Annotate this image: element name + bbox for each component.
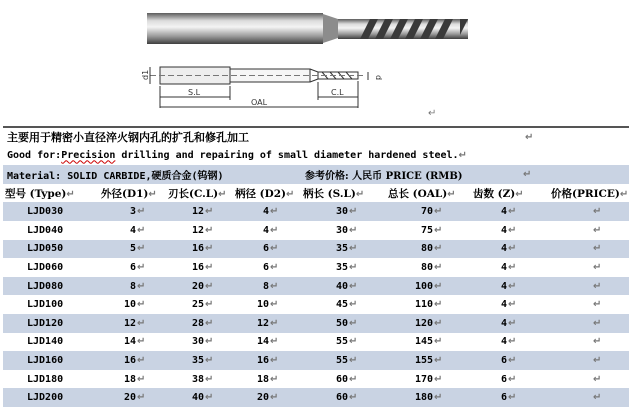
cell-mark: ↵ bbox=[205, 392, 214, 404]
column-header-label: 总长 (OAL) bbox=[388, 187, 448, 200]
price-cell-mark: ↵ bbox=[593, 373, 602, 385]
label-sl: S.L bbox=[188, 88, 201, 97]
product-illustration bbox=[0, 0, 631, 125]
table-cell-type: LJD100 bbox=[27, 299, 64, 311]
table-cell-sl: 35 bbox=[335, 261, 348, 273]
table-cell-d1: 12 bbox=[123, 317, 136, 329]
table-cell-type: LJD080 bbox=[27, 280, 64, 292]
table-cell-type: LJD060 bbox=[27, 261, 64, 273]
table-cell-d1: 3 bbox=[129, 206, 136, 218]
table-cell-d1: 4 bbox=[129, 224, 136, 236]
table-cell-sl: 35 bbox=[335, 243, 348, 255]
table-cell-d2: 14 bbox=[256, 336, 269, 348]
cell-mark: ↵ bbox=[270, 317, 279, 329]
cell-mark: ↵ bbox=[205, 317, 214, 329]
cell-mark: ↵ bbox=[434, 206, 443, 218]
table-cell-d2: 20 bbox=[256, 392, 269, 404]
cell-mark: ↵ bbox=[349, 373, 358, 385]
good-for-mark: ↵ bbox=[458, 150, 467, 162]
table-cell-d1: 14 bbox=[123, 336, 136, 348]
table-cell-sl: 60 bbox=[335, 373, 348, 385]
table-row bbox=[3, 351, 629, 370]
cell-mark: ↵ bbox=[270, 299, 279, 311]
table-cell-z: 4 bbox=[500, 243, 507, 255]
column-header bbox=[303, 186, 364, 201]
cell-mark: ↵ bbox=[434, 373, 443, 385]
cell-mark: ↵ bbox=[137, 243, 146, 255]
table-cell-cl: 12 bbox=[191, 224, 204, 236]
column-header-mark: ↵ bbox=[355, 188, 365, 200]
cell-mark: ↵ bbox=[270, 354, 279, 366]
cell-mark: ↵ bbox=[349, 317, 358, 329]
table-cell-cl: 16 bbox=[191, 261, 204, 273]
cell-mark: ↵ bbox=[508, 317, 517, 329]
column-header-label: 外径(D1) bbox=[101, 187, 149, 200]
good-for-prefix: Good for: bbox=[7, 150, 62, 162]
cell-mark: ↵ bbox=[349, 299, 358, 311]
cell-mark: ↵ bbox=[137, 206, 146, 218]
table-cell-z: 6 bbox=[500, 392, 507, 404]
table-cell-z: 4 bbox=[500, 224, 507, 236]
table-cell-d2: 10 bbox=[256, 299, 269, 311]
cell-mark: ↵ bbox=[270, 206, 279, 218]
table-row bbox=[3, 277, 629, 296]
cell-mark: ↵ bbox=[508, 280, 517, 292]
good-for-text bbox=[7, 150, 467, 161]
end-mill-photo bbox=[147, 13, 468, 44]
table-row bbox=[3, 295, 629, 314]
column-header-mark: ↵ bbox=[286, 188, 295, 200]
cell-mark: ↵ bbox=[508, 336, 517, 348]
column-header-mark: ↵ bbox=[66, 188, 75, 200]
table-cell-oal: 100 bbox=[414, 280, 433, 292]
table-cell-sl: 55 bbox=[335, 336, 348, 348]
column-header-mark: ↵ bbox=[515, 188, 524, 200]
cell-mark: ↵ bbox=[508, 373, 517, 385]
cell-mark: ↵ bbox=[508, 206, 517, 218]
heading-text: 主要用于精密小直径淬火钢内孔的扩孔和修孔加工 bbox=[7, 131, 249, 145]
data-rows bbox=[3, 202, 629, 407]
price-reference: 参考价格: 人民币 PRICE (RMB) bbox=[305, 170, 463, 182]
cell-mark: ↵ bbox=[270, 261, 279, 273]
table-cell-cl: 40 bbox=[191, 392, 204, 404]
table-cell-oal: 170 bbox=[414, 373, 433, 385]
cell-mark: ↵ bbox=[205, 206, 214, 218]
table-cell-sl: 55 bbox=[335, 354, 348, 366]
price-cell-mark: ↵ bbox=[593, 354, 602, 366]
table-cell-sl: 60 bbox=[335, 392, 348, 404]
table-cell-oal: 110 bbox=[414, 299, 433, 311]
table-row bbox=[3, 221, 629, 240]
table-row bbox=[3, 314, 629, 333]
table-cell-type: LJD050 bbox=[27, 243, 64, 255]
table-cell-z: 4 bbox=[500, 261, 507, 273]
cell-mark: ↵ bbox=[508, 243, 517, 255]
cell-mark: ↵ bbox=[137, 280, 146, 292]
cell-mark: ↵ bbox=[205, 373, 214, 385]
material-text: Material: SOLID CARBIDE,硬质合金(钨钢) bbox=[7, 170, 224, 182]
cell-mark: ↵ bbox=[205, 354, 214, 366]
table-cell-type: LJD160 bbox=[27, 354, 64, 366]
good-for-rest: drilling and repairing of small diameter hardened steel. bbox=[115, 150, 459, 162]
price-cell-mark: ↵ bbox=[593, 206, 602, 218]
cell-mark: ↵ bbox=[137, 392, 146, 404]
table-cell-d1: 6 bbox=[129, 261, 136, 273]
column-header bbox=[235, 186, 294, 201]
column-header-label: 型号 (Type) bbox=[5, 187, 67, 200]
cell-mark: ↵ bbox=[434, 354, 443, 366]
table-cell-sl: 40 bbox=[335, 280, 348, 292]
cell-mark: ↵ bbox=[137, 317, 146, 329]
column-header-row bbox=[3, 184, 629, 203]
price-cell-mark: ↵ bbox=[593, 261, 602, 273]
table-row bbox=[3, 258, 629, 277]
cell-mark: ↵ bbox=[508, 299, 517, 311]
column-header-mark: ↵ bbox=[447, 188, 456, 200]
heading-mark: ↵ bbox=[525, 131, 534, 143]
table-cell-cl: 20 bbox=[191, 280, 204, 292]
table-cell-z: 4 bbox=[500, 336, 507, 348]
cell-mark: ↵ bbox=[205, 280, 214, 292]
cell-mark: ↵ bbox=[434, 261, 443, 273]
table-cell-type: LJD030 bbox=[27, 206, 64, 218]
table-cell-d2: 18 bbox=[256, 373, 269, 385]
table-cell-cl: 16 bbox=[191, 243, 204, 255]
table-cell-z: 4 bbox=[500, 280, 507, 292]
cell-mark: ↵ bbox=[434, 317, 443, 329]
spec-sheet bbox=[3, 126, 629, 407]
good-for-underlined: Precision bbox=[61, 150, 116, 162]
table-row bbox=[3, 333, 629, 352]
table-cell-cl: 25 bbox=[191, 299, 204, 311]
cell-mark: ↵ bbox=[270, 243, 279, 255]
table-cell-d2: 12 bbox=[256, 317, 269, 329]
heading-row bbox=[3, 128, 629, 147]
price-cell-mark: ↵ bbox=[593, 299, 602, 311]
column-header bbox=[5, 186, 75, 201]
table-cell-d2: 4 bbox=[262, 206, 269, 218]
cell-mark: ↵ bbox=[349, 336, 358, 348]
cell-mark: ↵ bbox=[434, 224, 443, 236]
cell-mark: ↵ bbox=[349, 354, 358, 366]
cell-mark: ↵ bbox=[349, 280, 358, 292]
table-cell-type: LJD120 bbox=[27, 317, 64, 329]
table-cell-d2: 6 bbox=[262, 243, 269, 255]
cell-mark: ↵ bbox=[205, 299, 214, 311]
table-cell-oal: 145 bbox=[414, 336, 433, 348]
column-header bbox=[388, 186, 456, 201]
column-header-mark: ↵ bbox=[148, 188, 157, 200]
good-for-row bbox=[3, 147, 629, 166]
table-cell-z: 4 bbox=[500, 317, 507, 329]
cell-mark: ↵ bbox=[508, 261, 517, 273]
column-header bbox=[551, 186, 628, 201]
table-cell-oal: 120 bbox=[414, 317, 433, 329]
cell-mark: ↵ bbox=[508, 392, 517, 404]
cell-mark: ↵ bbox=[349, 392, 358, 404]
table-cell-type: LJD040 bbox=[27, 224, 64, 236]
label-d1: d1 bbox=[141, 69, 150, 80]
cell-mark: ↵ bbox=[434, 280, 443, 292]
column-header-mark: ↵ bbox=[619, 188, 629, 200]
cell-mark: ↵ bbox=[434, 392, 443, 404]
column-header bbox=[473, 186, 524, 201]
price-cell-mark: ↵ bbox=[593, 336, 602, 348]
table-cell-z: 6 bbox=[500, 354, 507, 366]
table-cell-d2: 16 bbox=[256, 354, 269, 366]
table-cell-cl: 35 bbox=[191, 354, 204, 366]
column-header-label: 柄长 (S.L) bbox=[303, 187, 356, 200]
cell-mark: ↵ bbox=[434, 243, 443, 255]
table-cell-cl: 38 bbox=[191, 373, 204, 385]
label-oal: OAL bbox=[251, 98, 268, 107]
cell-mark: ↵ bbox=[349, 261, 358, 273]
material-mark: ↵ bbox=[523, 168, 532, 180]
cell-mark: ↵ bbox=[434, 299, 443, 311]
cell-mark: ↵ bbox=[137, 224, 146, 236]
return-mark: ↵ bbox=[428, 108, 437, 119]
table-cell-d1: 20 bbox=[123, 392, 136, 404]
table-row bbox=[3, 370, 629, 389]
table-cell-oal: 80 bbox=[420, 243, 433, 255]
cell-mark: ↵ bbox=[137, 373, 146, 385]
table-cell-z: 4 bbox=[500, 299, 507, 311]
table-cell-z: 4 bbox=[500, 206, 507, 218]
cell-mark: ↵ bbox=[349, 243, 358, 255]
cell-mark: ↵ bbox=[349, 206, 358, 218]
column-header-mark: ↵ bbox=[218, 188, 227, 200]
cell-mark: ↵ bbox=[270, 224, 279, 236]
price-cell-mark: ↵ bbox=[593, 317, 602, 329]
price-cell-mark: ↵ bbox=[593, 280, 602, 292]
table-row bbox=[3, 240, 629, 259]
column-header-label: 刃长(C.L) bbox=[168, 187, 219, 200]
table-cell-type: LJD140 bbox=[27, 336, 64, 348]
table-row bbox=[3, 388, 629, 407]
cell-mark: ↵ bbox=[205, 336, 214, 348]
table-cell-oal: 180 bbox=[414, 392, 433, 404]
table-cell-cl: 12 bbox=[191, 206, 204, 218]
table-cell-sl: 30 bbox=[335, 206, 348, 218]
cell-mark: ↵ bbox=[270, 280, 279, 292]
table-cell-d1: 18 bbox=[123, 373, 136, 385]
table-cell-oal: 75 bbox=[420, 224, 433, 236]
cell-mark: ↵ bbox=[349, 224, 358, 236]
column-header bbox=[101, 186, 157, 201]
table-cell-type: LJD200 bbox=[27, 392, 64, 404]
label-d: d bbox=[374, 75, 383, 81]
table-cell-sl: 50 bbox=[335, 317, 348, 329]
column-header-label: 柄径 (D2) bbox=[235, 187, 287, 200]
table-cell-oal: 80 bbox=[420, 261, 433, 273]
table-row bbox=[3, 202, 629, 221]
column-header-label: 齿数 (Z) bbox=[473, 187, 516, 200]
table-cell-cl: 30 bbox=[191, 336, 204, 348]
cell-mark: ↵ bbox=[270, 392, 279, 404]
label-cl: C.L bbox=[331, 88, 344, 97]
table-cell-d1: 8 bbox=[129, 280, 136, 292]
table-cell-d1: 16 bbox=[123, 354, 136, 366]
table-cell-d1: 5 bbox=[129, 243, 136, 255]
cell-mark: ↵ bbox=[270, 373, 279, 385]
table-cell-d2: 8 bbox=[262, 280, 269, 292]
table-cell-d2: 4 bbox=[262, 224, 269, 236]
cell-mark: ↵ bbox=[137, 261, 146, 273]
cell-mark: ↵ bbox=[137, 336, 146, 348]
price-cell-mark: ↵ bbox=[593, 392, 602, 404]
cell-mark: ↵ bbox=[205, 261, 214, 273]
price-cell-mark: ↵ bbox=[593, 224, 602, 236]
material-row bbox=[3, 165, 629, 184]
cell-mark: ↵ bbox=[137, 354, 146, 366]
cell-mark: ↵ bbox=[508, 354, 517, 366]
column-header-label: 价格(PRICE) bbox=[551, 187, 620, 200]
price-cell-mark: ↵ bbox=[593, 243, 602, 255]
table-cell-cl: 28 bbox=[191, 317, 204, 329]
table-cell-oal: 70 bbox=[420, 206, 433, 218]
table-cell-oal: 155 bbox=[414, 354, 433, 366]
cell-mark: ↵ bbox=[508, 224, 517, 236]
cell-mark: ↵ bbox=[434, 336, 443, 348]
cell-mark: ↵ bbox=[205, 224, 214, 236]
table-cell-z: 6 bbox=[500, 373, 507, 385]
table-cell-d1: 10 bbox=[123, 299, 136, 311]
column-header bbox=[168, 186, 227, 201]
cell-mark: ↵ bbox=[270, 336, 279, 348]
cell-mark: ↵ bbox=[137, 299, 146, 311]
table-cell-sl: 30 bbox=[335, 224, 348, 236]
table-cell-d2: 6 bbox=[262, 261, 269, 273]
cell-mark: ↵ bbox=[205, 243, 214, 255]
table-cell-type: LJD180 bbox=[27, 373, 64, 385]
table-cell-sl: 45 bbox=[335, 299, 348, 311]
